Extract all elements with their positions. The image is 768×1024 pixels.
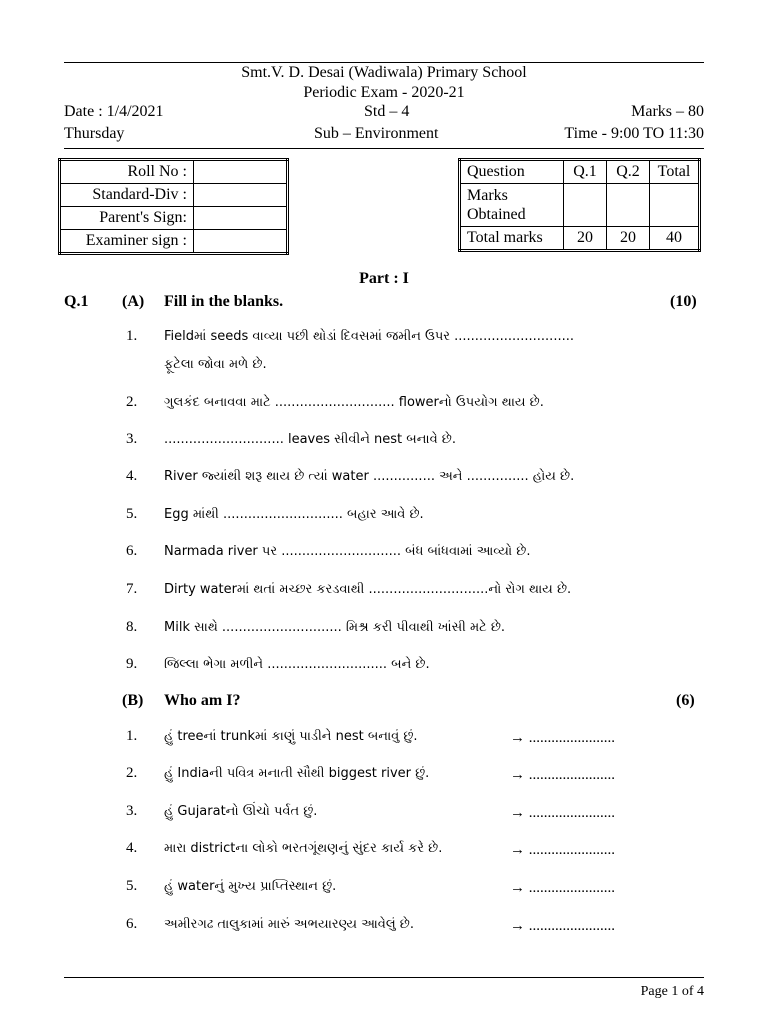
item-number: 1. xyxy=(126,728,138,744)
who-item xyxy=(126,728,418,745)
exam-day: Thursday xyxy=(64,125,125,142)
item-number: 5. xyxy=(126,878,138,894)
who-item xyxy=(126,916,414,933)
marks-header-q2: Q.2 xyxy=(607,160,650,184)
total-marks-label: Total marks xyxy=(460,227,564,251)
std-div-field[interactable] xyxy=(194,184,288,207)
examiner-sign-label: Examiner sign : xyxy=(60,230,194,254)
parent-sign-label: Parent's Sign: xyxy=(60,207,194,230)
item-number: 5. xyxy=(126,506,138,522)
parent-sign-field[interactable] xyxy=(194,207,288,230)
item-text: Fieldમાં seeds વાવ્યા પછી થોડાં દિવસમાં જમીન ઉપર ............................. xyxy=(164,329,574,344)
student-info-box xyxy=(58,158,289,255)
item-text: અમીરગઢ તાલુકામાં મારું અભયારણ્ય આવેલું છે. xyxy=(164,917,414,932)
part-title: Part : I xyxy=(359,270,409,287)
roll-label: Roll No : xyxy=(60,160,194,184)
fill-item xyxy=(126,431,456,448)
section-b-marks: (6) xyxy=(676,692,695,709)
header-rule xyxy=(64,148,704,149)
obtained-q2-cell[interactable] xyxy=(607,184,650,227)
std-div-label: Standard-Div : xyxy=(60,184,194,207)
exam-date: Date : 1/4/2021 xyxy=(64,103,164,120)
grand-max: 40 xyxy=(650,227,700,251)
fill-item xyxy=(126,619,505,636)
question-number: Q.1 xyxy=(64,293,89,310)
exam-time: Time - 9:00 TO 11:30 xyxy=(564,125,704,142)
item-text: હું treeનાં trunkમાં કાણું પાડીને nest બનાવું છું. xyxy=(164,729,418,744)
item-text: Milk સાથે ............................. મિશ્ર કરી પીવાથી ખાંસી મટે છે. xyxy=(164,620,506,635)
section-a-label: (A) xyxy=(122,293,145,310)
item-text: ગુલકંદ બનાવવા માટે ............................. flowerનો ઉપયોગ થાય છે. xyxy=(164,395,544,410)
roll-field[interactable] xyxy=(194,160,288,184)
fill-item xyxy=(126,328,574,345)
item-text: હું Gujaratનો ઊંચો પર્વત છું. xyxy=(164,804,318,819)
q1-max: 20 xyxy=(564,227,607,251)
item-text: ............................. leaves સીવીને nest બનાવે છે. xyxy=(164,432,456,447)
who-item xyxy=(126,840,442,857)
top-rule xyxy=(64,62,704,63)
fill-item xyxy=(126,543,531,560)
answer-blank[interactable]: → ....................... xyxy=(510,730,615,746)
answer-blank[interactable]: → ....................... xyxy=(510,767,615,783)
who-item xyxy=(126,803,317,820)
item-number: 2. xyxy=(126,394,138,410)
answer-blank[interactable]: → ....................... xyxy=(510,880,615,896)
item-number: 4. xyxy=(126,840,138,856)
item-text: મારા districtના લોકો ભરતગૂંથણનું સુંદર કાર્ય કરે છે. xyxy=(164,841,443,856)
item-text-line2: ફૂટેલા જોવા મળે છે. xyxy=(164,357,267,372)
item-text: હું Indiaની પવિત્ર મનાતી સૌથી biggest river છું. xyxy=(164,766,430,781)
answer-blank[interactable]: → ....................... xyxy=(510,918,615,934)
item-number: 6. xyxy=(126,543,138,559)
section-b-title: Who am I? xyxy=(164,692,241,709)
who-item xyxy=(126,765,429,782)
item-number: 8. xyxy=(126,619,138,635)
item-number: 4. xyxy=(126,468,138,484)
item-text: Narmada river પર ............................. બંધ બાંધવામાં આવ્યો છે. xyxy=(164,544,531,559)
item-text: હું waterનું મુખ્ય પ્રાપ્તિસ્થાન છું. xyxy=(164,879,337,894)
section-a-marks: (10) xyxy=(670,293,697,310)
marks-obtained-line2: Obtained xyxy=(467,206,526,223)
section-b-label: (B) xyxy=(122,692,144,709)
marks-header-q1: Q.1 xyxy=(564,160,607,184)
obtained-q1-cell[interactable] xyxy=(564,184,607,227)
item-number: 6. xyxy=(126,916,138,932)
marks-table xyxy=(458,158,701,252)
item-text: River જ્યાંથી શરૂ થાય છે ત્યાં water ............... અને ............... હોય છે. xyxy=(164,469,575,484)
standard: Std – 4 xyxy=(364,103,410,120)
fill-item xyxy=(126,656,430,673)
exam-title: Periodic Exam - 2020-21 xyxy=(303,84,465,101)
examiner-sign-field[interactable] xyxy=(194,230,288,254)
fill-item xyxy=(126,506,424,523)
item-number: 9. xyxy=(126,656,138,672)
marks-obtained-label xyxy=(460,184,564,227)
footer-rule xyxy=(64,977,704,978)
item-number: 1. xyxy=(126,328,138,344)
item-number: 3. xyxy=(126,803,138,819)
marks-obtained-line1: Marks xyxy=(467,187,508,204)
item-text: Egg માંથી ............................. બહાર આવે છે. xyxy=(164,507,424,522)
item-text: જિલ્લા ભેગા મળીને ............................. બને છે. xyxy=(164,657,430,672)
section-a-title: Fill in the blanks. xyxy=(164,293,284,310)
total-marks: Marks – 80 xyxy=(631,103,704,120)
marks-header-total: Total xyxy=(650,160,700,184)
subject: Sub – Environment xyxy=(314,125,439,142)
school-name: Smt.V. D. Desai (Wadiwala) Primary School xyxy=(241,64,527,81)
fill-item xyxy=(126,468,574,485)
fill-item-cont xyxy=(126,356,267,373)
fill-item xyxy=(126,581,571,598)
who-item xyxy=(126,878,336,895)
item-number: 2. xyxy=(126,765,138,781)
item-number: 3. xyxy=(126,431,138,447)
marks-header-question: Question xyxy=(460,160,564,184)
page-number: Page 1 of 4 xyxy=(640,984,704,999)
item-number: 7. xyxy=(126,581,138,597)
fill-item xyxy=(126,394,544,411)
item-text: Dirty waterમાં થતાં મચ્છર કરડવાથી .............................નો રોગ થાય છે. xyxy=(164,582,572,597)
answer-blank[interactable]: → ....................... xyxy=(510,805,615,821)
answer-blank[interactable]: → ....................... xyxy=(510,842,615,858)
q2-max: 20 xyxy=(607,227,650,251)
obtained-total-cell[interactable] xyxy=(650,184,700,227)
